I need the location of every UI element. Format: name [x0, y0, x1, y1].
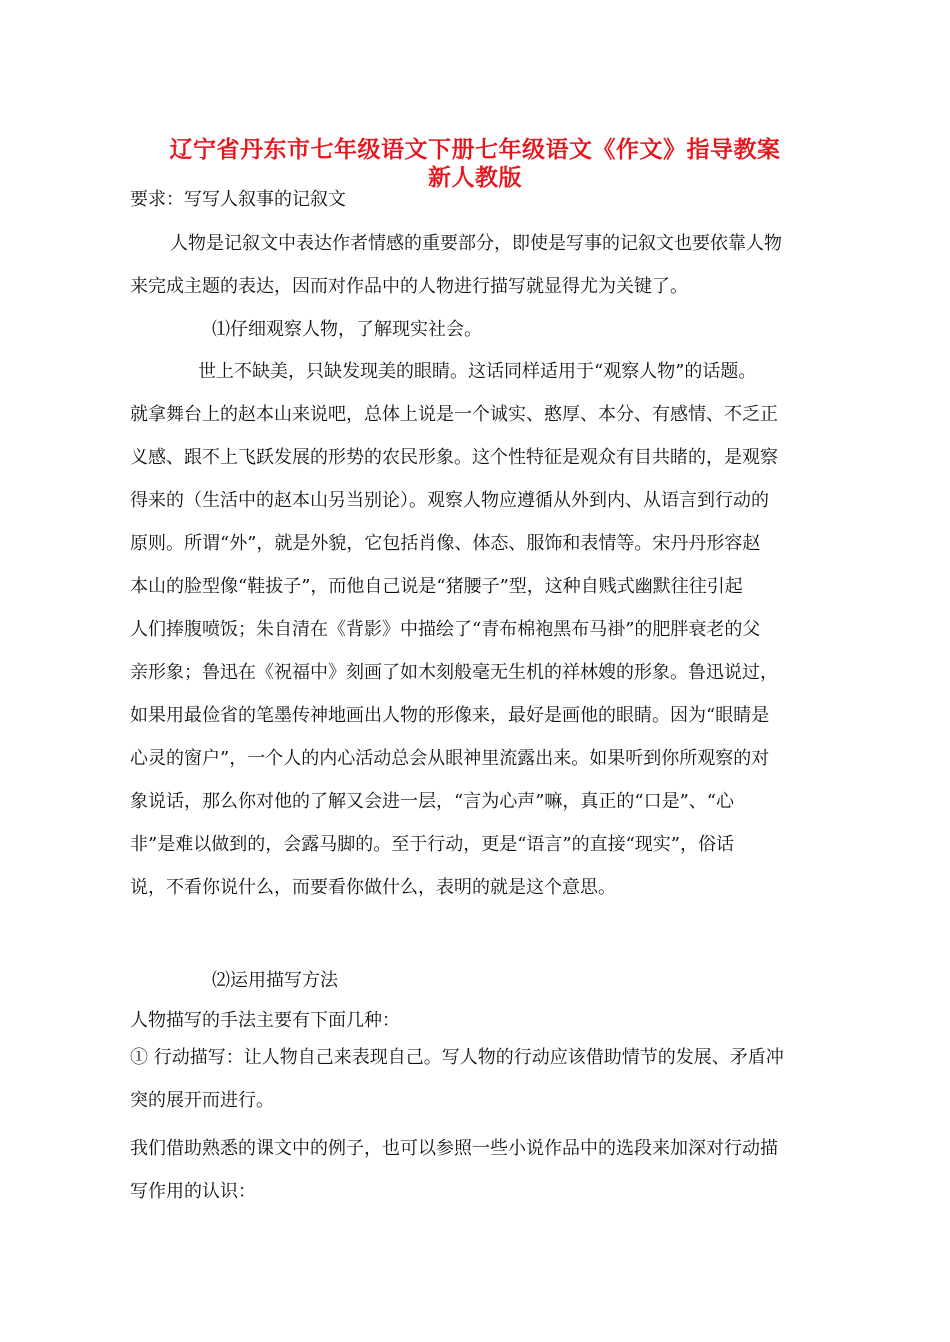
paragraph-line: 心灵的窗户”，一个人的内心活动总会从眼神里流露出来。如果听到你所观察的对 — [130, 748, 770, 769]
paragraph-line: 本山的脸型像“鞋拔子”，而他自己说是“猪腰子”型，这种自贱式幽默往往引起 — [130, 576, 743, 597]
closing-paragraph — [130, 1137, 830, 1223]
paragraph-line: 得来的（生活中的赵本山另当别论）。观察人物应遵循从外到内、从语言到行动的 — [130, 490, 769, 511]
paragraph-line: 说，不看你说什么，而要看你做什么，表明的就是这个意思。 — [130, 877, 616, 898]
item-line: ① 行动描写：让人物自己来表现自己。写人物的行动应该借助情节的发展、矛盾冲 — [130, 1047, 784, 1068]
document-title-line-1: 辽宁省丹东市七年级语文下册七年级语文《作文》指导教案 — [169, 136, 781, 163]
paragraph-line: 原则。所谓“外”，就是外貌，它包括肖像、体态、服饰和表情等。宋丹丹形容赵 — [130, 533, 761, 554]
closing-line: 写作用的认识： — [130, 1181, 256, 1202]
paragraph-line: 非”是难以做到的，会露马脚的。至于行动，更是“语言”的直接“现实”，俗话 — [130, 834, 735, 855]
intro-paragraph — [130, 232, 830, 318]
paragraph-line: 义感、跟不上飞跃发展的形势的农民形象。这个性特征是观众有目共睹的，是观察 — [130, 447, 778, 468]
item-line: 突的展开而进行。 — [130, 1090, 274, 1111]
requirement-text: 要求：写写人叙事的记叙文 — [130, 189, 346, 210]
document-title-line-2: 新人教版 — [428, 164, 522, 191]
section-1-heading: ⑴仔细观察人物，了解现实社会。 — [212, 319, 482, 340]
paragraph-line: 如果用最俭省的笔墨传神地画出人物的形像来，最好是画他的眼睛。因为“眼睛是 — [130, 705, 770, 726]
intro-line: 来完成主题的表达，因而对作品中的人物进行描写就显得尤为关键了。 — [130, 276, 688, 297]
closing-line: 我们借助熟悉的课文中的例子，也可以参照一些小说作品中的选段来加深对行动描 — [130, 1138, 778, 1159]
section-2-intro: 人物描写的手法主要有下面几种： — [130, 1010, 400, 1031]
paragraph-line: 象说话，那么你对他的了解又会进一层，“言为心声”嘛，真正的“口是”、“心 — [130, 791, 735, 812]
paragraph-line: 就拿舞台上的赵本山来说吧，总体上说是一个诚实、憨厚、本分、有感情、不乏正 — [130, 404, 778, 425]
paragraph-line: 亲形象；鲁迅在《祝福中》刻画了如木刻般毫无生机的祥林嫂的形象。鲁迅说过， — [130, 662, 778, 683]
intro-line: 人物是记叙文中表达作者情感的重要部分，即使是写事的记叙文也要依靠人物 — [170, 233, 782, 254]
section-1-paragraph — [130, 360, 830, 919]
paragraph-line: 世上不缺美，只缺发现美的眼睛。这话同样适用于“观察人物”的话题。 — [198, 361, 757, 382]
paragraph-line: 人们捧腹喷饭；朱自清在《背影》中描绘了“青布棉袍黑布马褂”的肥胖衰老的父 — [130, 619, 761, 640]
section-2-heading: ⑵运用描写方法 — [212, 970, 338, 991]
action-description-item — [130, 1046, 830, 1132]
